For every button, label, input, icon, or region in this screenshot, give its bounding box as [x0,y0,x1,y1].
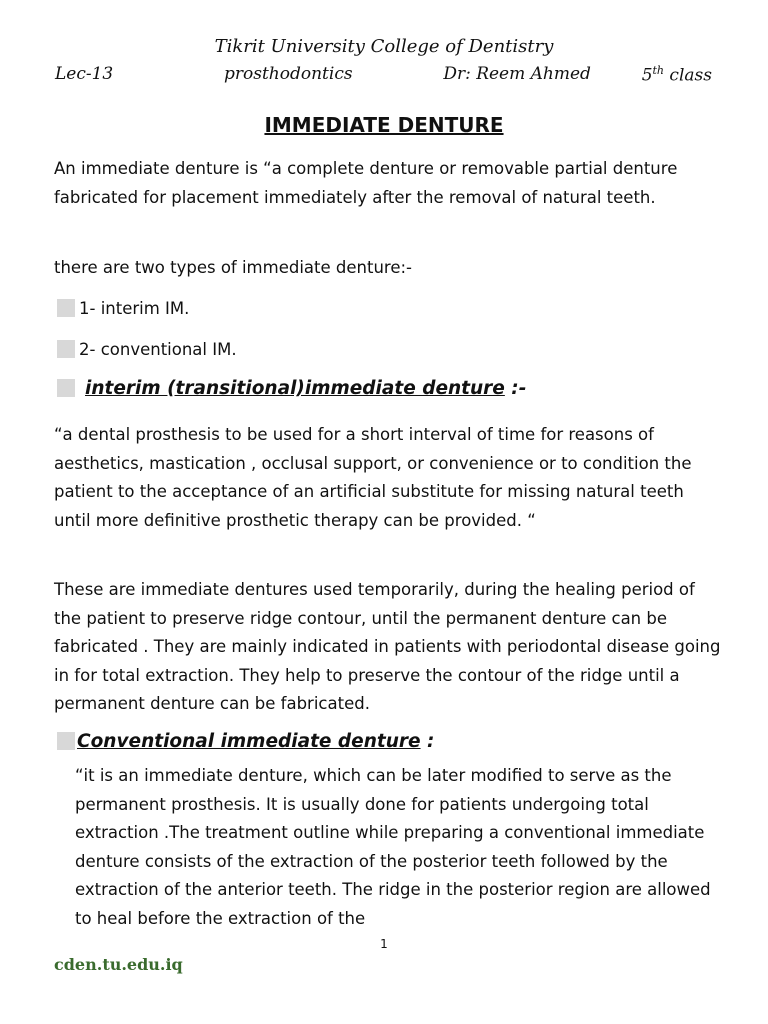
checkbox-square-icon [57,379,75,397]
interim-definition: “a dental prosthesis to be used for a short interval of time for reasons of aesthetics, mastication , occlusal support, or convenience or to condition the patient to the acceptance of an artificial substitute for missing natural teeth until more definitive prosthetic therapy can be provided. “ [54,425,692,530]
footer-url: cden.tu.edu.iq [54,955,183,974]
page-number: 1 [380,937,388,951]
header-class [642,64,712,86]
checkbox-square-icon [57,340,75,358]
checkbox-square-icon [57,732,75,750]
checkbox-square-icon [57,299,75,317]
type-item-2 [57,336,727,365]
header-subject: prosthodontics [224,64,353,84]
page-title: IMMEDIATE DENTURE [264,113,504,137]
conventional-heading-suffix: : [420,731,435,752]
interim-description: These are immediate dentures used temporarily, during the healing period of the patient to preserve ridge contour, until the permanent denture can be fabricated . They are mainly indicated in patients with periodontal disease going in for total extraction. They help to preserve the contour of the ridge until a permanent denture can be fabricated. [54,580,721,713]
intro-paragraph: An immediate denture is “a complete denture or removable partial denture fabricated for placement immediately after the removal of natural teeth. [54,159,678,207]
header-institution: Tikrit University College of Dentistry [214,36,554,57]
header-class-word: class [664,65,712,86]
interim-heading [57,378,526,399]
header-author: Dr: Reem Ahmed [443,64,591,84]
conventional-heading-text: Conventional immediate denture [77,731,421,752]
type-item-1-label: 1- interim IM. [79,299,190,318]
header-class-sup: th [652,64,665,77]
conventional-heading [57,731,434,752]
header-line [55,64,712,86]
header-lecture: Lec-13 [55,64,114,84]
conventional-definition: “it is an immediate denture, which can be later modified to serve as the permanent prosthesis. It is usually done for patients undergoing total extraction .The treatment outline while preparing a conventional immediate denture consists of the extraction of the posterior teeth followed by the extraction of the anterior teeth. The ridge in the posterior region are allowed to heal before the extraction of the [75,766,711,928]
types-intro: there are two types of immediate denture:- [54,258,412,277]
header-class-num: 5 [641,65,653,86]
type-item-2-label: 2- conventional IM. [79,340,237,359]
interim-heading-suffix: :- [504,378,527,399]
type-item-1 [57,295,727,324]
interim-heading-text: interim (transitional)immediate denture [85,378,505,399]
